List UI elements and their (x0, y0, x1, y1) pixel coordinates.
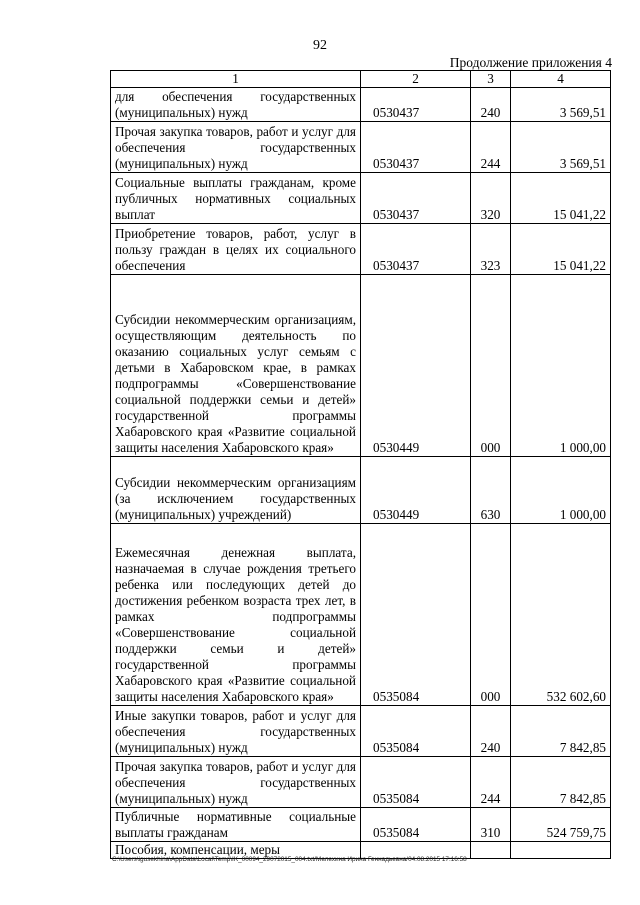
row-code-cell: 0535084 (361, 706, 471, 757)
row-name-cell: Субсидии некоммерческим организациям (за исключением государственных (муниципальных) учреждений) (111, 457, 361, 524)
table-header-row (111, 71, 611, 88)
table-row (111, 88, 611, 122)
row-code-cell: 0530437 (361, 88, 471, 122)
column-header: 1 (111, 71, 361, 88)
row-amount-cell: 3 569,51 (511, 88, 611, 122)
column-header: 2 (361, 71, 471, 88)
row-name-cell: Пособия, компенсации, меры (111, 842, 361, 859)
row-amount-cell: 532 602,60 (511, 524, 611, 706)
row-amount-cell: 15 041,22 (511, 224, 611, 275)
row-kind-cell: 323 (471, 224, 511, 275)
row-name-cell: Прочая закупка товаров, работ и услуг для обеспечения государственных (муниципальных) нужд (111, 757, 361, 808)
row-amount-cell: 7 842,85 (511, 757, 611, 808)
row-amount-cell: 15 041,22 (511, 173, 611, 224)
row-amount-cell: 1 000,00 (511, 457, 611, 524)
row-code-cell: 0530437 (361, 224, 471, 275)
row-kind-cell (471, 842, 511, 859)
row-name-cell: для обеспечения государственных (муниципальных) нужд (111, 88, 361, 122)
table-row (111, 275, 611, 457)
row-kind-cell: 000 (471, 524, 511, 706)
row-kind-cell: 244 (471, 122, 511, 173)
table-row (111, 757, 611, 808)
column-header: 3 (471, 71, 511, 88)
row-amount-cell: 1 000,00 (511, 275, 611, 457)
row-name-cell: Социальные выплаты гражданам, кроме публичных нормативных социальных выплат (111, 173, 361, 224)
document-path-footer: C:\Users\igusekhina\AppData\Local\Temp\IK_00094_29072015_004.txt/Мелехина Ирина Геннадьевна/04.08.2015 17:16:58 (112, 856, 467, 863)
table-row (111, 224, 611, 275)
row-name-cell: Публичные нормативные социальные выплаты гражданам (111, 808, 361, 842)
row-kind-cell: 000 (471, 275, 511, 457)
row-code-cell: 0530437 (361, 173, 471, 224)
row-amount-cell: 7 842,85 (511, 706, 611, 757)
table-row (111, 457, 611, 524)
row-name-cell: Ежемесячная денежная выплата, назначаемая в случае рождения третьего ребенка или последующих детей до достижения ребенком возраста трех лет, в рамках подпрограммы «Совершенствование социальной поддержки семьи и детей» государственной программы Хабаровского края «Развитие социальной защиты населения Хабаровского края» (111, 524, 361, 706)
row-code-cell: 0530437 (361, 122, 471, 173)
row-kind-cell: 240 (471, 88, 511, 122)
table-row (111, 706, 611, 757)
table-row (111, 808, 611, 842)
row-kind-cell: 310 (471, 808, 511, 842)
table-row (111, 173, 611, 224)
page-number: 92 (313, 38, 327, 53)
row-amount-cell (511, 842, 611, 859)
table-row (111, 524, 611, 706)
row-kind-cell: 240 (471, 706, 511, 757)
appendix-continuation-label: Продолжение приложения 4 (449, 55, 612, 70)
row-code-cell: 0535084 (361, 808, 471, 842)
row-amount-cell: 3 569,51 (511, 122, 611, 173)
column-header: 4 (511, 71, 611, 88)
row-name-cell: Прочая закупка товаров, работ и услуг для обеспечения государственных (муниципальных) нужд (111, 122, 361, 173)
row-name-cell: Иные закупки товаров, работ и услуг для обеспечения государственных (муниципальных) нужд (111, 706, 361, 757)
budget-table (110, 70, 611, 859)
row-kind-cell: 244 (471, 757, 511, 808)
row-code-cell: 0535084 (361, 524, 471, 706)
row-code-cell: 0530449 (361, 457, 471, 524)
row-code-cell: 0535084 (361, 757, 471, 808)
table-row (111, 122, 611, 173)
row-kind-cell: 320 (471, 173, 511, 224)
row-name-cell: Субсидии некоммерческим организациям, осуществляющим деятельность по оказанию социальных услуг семьям с детьми в Хабаровском крае, в рамках подпрограммы «Совершенствование социальной поддержки семьи и детей» государственной программы Хабаровского края «Развитие социальной защиты населения Хабаровского края» (111, 275, 361, 457)
row-code-cell: 0530449 (361, 275, 471, 457)
row-kind-cell: 630 (471, 457, 511, 524)
row-name-cell: Приобретение товаров, работ, услуг в пользу граждан в целях их социального обеспечения (111, 224, 361, 275)
row-amount-cell: 524 759,75 (511, 808, 611, 842)
